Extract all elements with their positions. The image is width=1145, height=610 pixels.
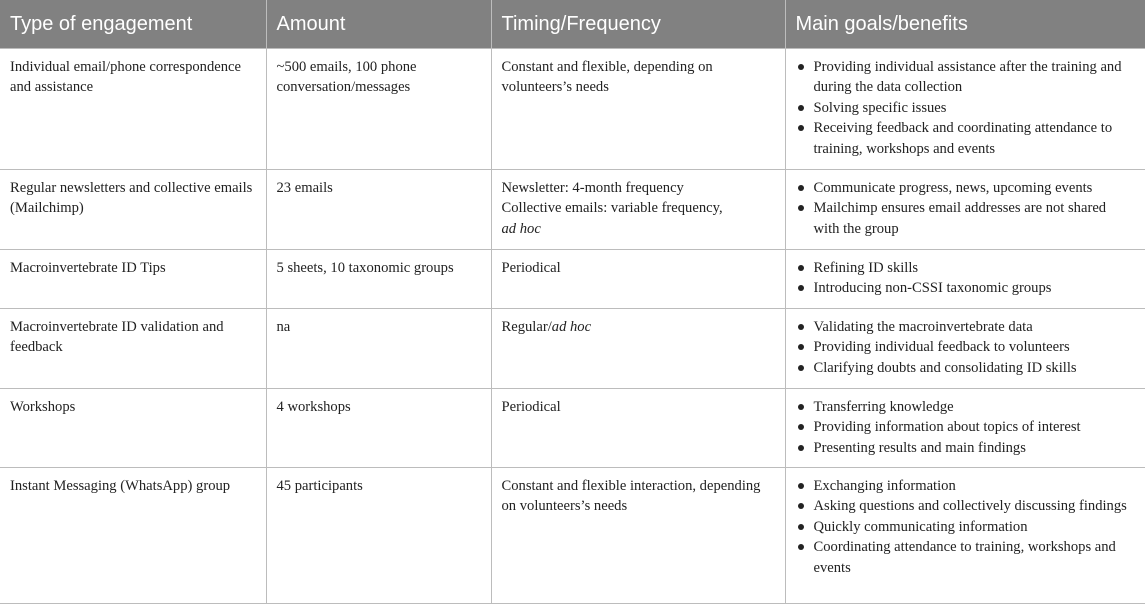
goals-list (796, 258, 1136, 299)
header-main-goals-benefits: Main goals/benefits (785, 0, 1145, 48)
cell-type: Instant Messaging (WhatsApp) group (0, 467, 266, 603)
timing-line: Newsletter: 4-month frequency (501, 179, 684, 196)
cell-timing: Periodical (491, 249, 785, 308)
goal-item: Validating the macroinvertebrate data (796, 317, 1136, 338)
goals-list (796, 57, 1136, 160)
header-row (0, 0, 1145, 48)
table-body (0, 48, 1145, 603)
goal-item: Introducing non-CSSI taxonomic groups (796, 278, 1136, 299)
timing-part-italic: ad hoc (551, 318, 592, 335)
goals-list (796, 476, 1136, 579)
goal-item: Clarifying doubts and consolidating ID skills (796, 358, 1136, 379)
table-row (0, 169, 1145, 249)
cell-amount: ~500 emails, 100 phone conversation/messages (266, 48, 491, 169)
goal-item: Receiving feedback and coordinating attendance to training, workshops and events (796, 118, 1136, 159)
cell-goals (785, 169, 1145, 249)
goal-item: Solving specific issues (796, 98, 1136, 119)
cell-goals (785, 249, 1145, 308)
cell-type: Workshops (0, 388, 266, 467)
goal-item: Providing information about topics of interest (796, 417, 1136, 438)
cell-goals (785, 388, 1145, 467)
cell-timing (491, 169, 785, 249)
cell-timing: Constant and flexible interaction, depending on volunteers’s needs (491, 467, 785, 603)
timing-line-italic: ad hoc (501, 220, 541, 237)
table-row (0, 467, 1145, 603)
cell-amount: 23 emails (266, 169, 491, 249)
header-timing-frequency: Timing/Frequency (491, 0, 785, 48)
cell-type: Macroinvertebrate ID validation and feedback (0, 308, 266, 388)
goal-item: Asking questions and collectively discussing findings (796, 496, 1136, 517)
cell-type: Macroinvertebrate ID Tips (0, 249, 266, 308)
cell-amount: 4 workshops (266, 388, 491, 467)
goal-item: Exchanging information (796, 476, 1136, 497)
table-row (0, 308, 1145, 388)
header-type-of-engagement: Type of engagement (0, 0, 266, 48)
cell-amount: na (266, 308, 491, 388)
table-header (0, 0, 1145, 48)
cell-goals (785, 467, 1145, 603)
cell-goals (785, 48, 1145, 169)
goal-item: Presenting results and main findings (796, 438, 1136, 459)
cell-timing: Periodical (491, 388, 785, 467)
cell-timing: Constant and flexible, depending on volunteers’s needs (491, 48, 785, 169)
cell-timing (491, 308, 785, 388)
goal-item: Communicate progress, news, upcoming events (796, 178, 1136, 199)
goals-list (796, 397, 1136, 459)
goal-item: Transferring knowledge (796, 397, 1136, 418)
goal-item: Providing individual feedback to volunteers (796, 337, 1136, 358)
table-row (0, 388, 1145, 467)
goal-item: Refining ID skills (796, 258, 1136, 279)
goal-item: Mailchimp ensures email addresses are not shared with the group (796, 198, 1136, 239)
cell-type: Individual email/phone correspondence and assistance (0, 48, 266, 169)
goal-item: Quickly communicating information (796, 517, 1136, 538)
timing-part: Regular/ (501, 318, 552, 335)
cell-goals (785, 308, 1145, 388)
goal-item: Providing individual assistance after the training and during the data collection (796, 57, 1136, 98)
goals-list (796, 178, 1136, 240)
cell-amount: 5 sheets, 10 taxonomic groups (266, 249, 491, 308)
goal-item: Coordinating attendance to training, workshops and events (796, 537, 1136, 578)
timing-line: Collective emails: variable frequency, (501, 200, 723, 216)
table-row (0, 249, 1145, 308)
table-row (0, 48, 1145, 169)
header-amount: Amount (266, 0, 491, 48)
cell-amount: 45 participants (266, 467, 491, 603)
cell-type: Regular newsletters and collective emails (Mailchimp) (0, 169, 266, 249)
goals-list (796, 317, 1136, 379)
